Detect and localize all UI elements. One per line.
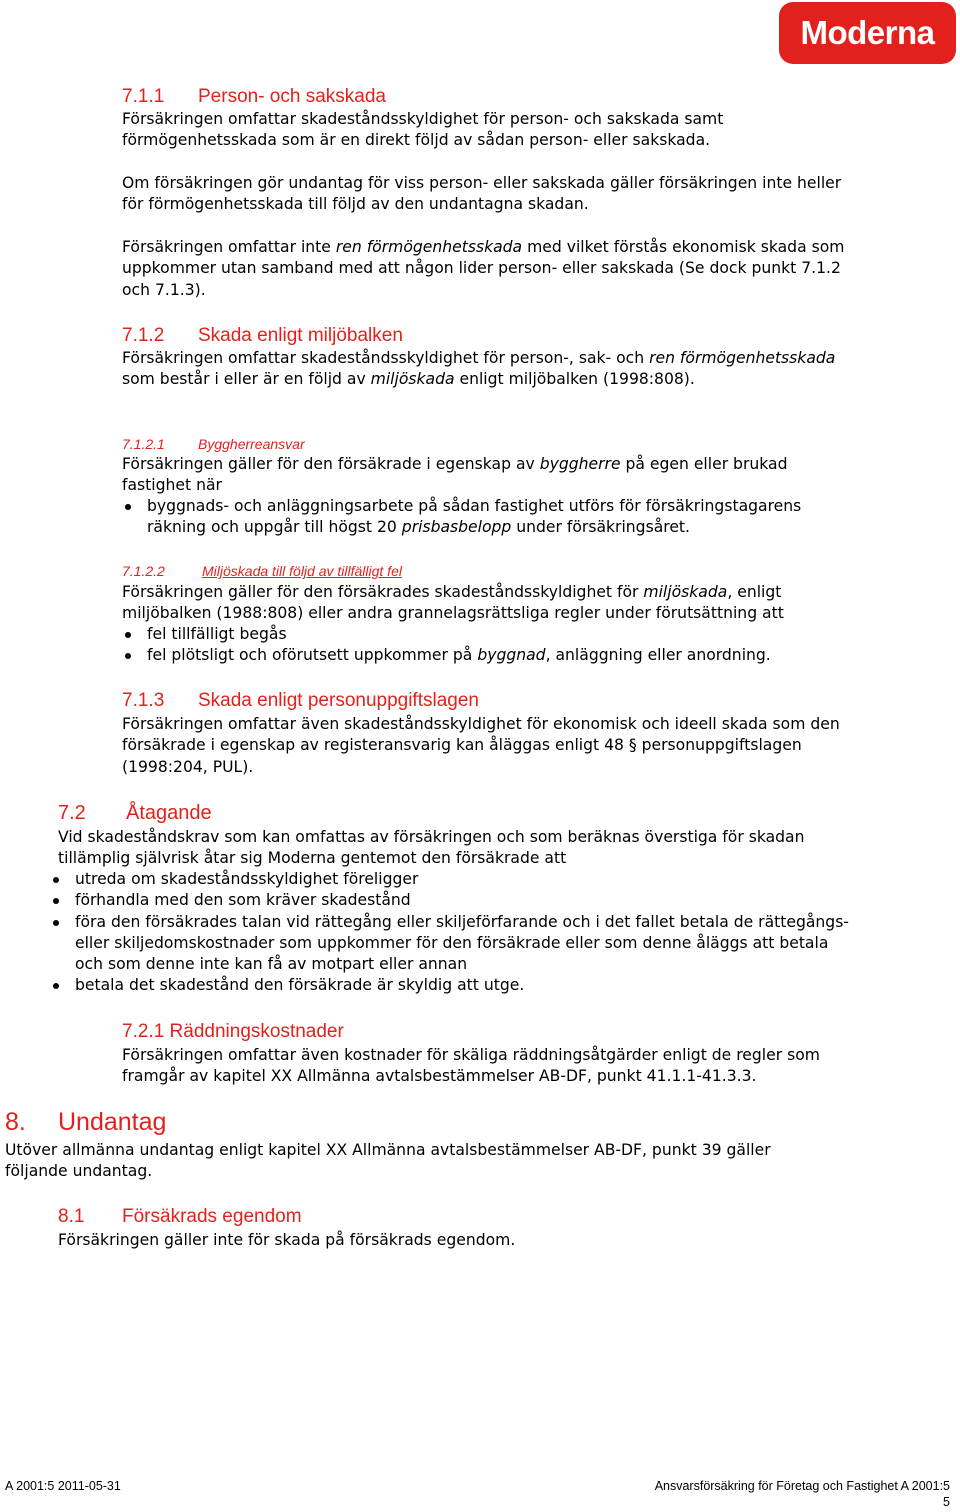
paragraph: Vid skadeståndskrav som kan omfattas av försäkringen och som beräknas överstiga för skadan tillämplig självrisk åtar sig Moderna gentemot den försäkrade att: [58, 828, 805, 868]
text-run: med vilket förstås ekonomisk skada som uppkommer utan samband med att någon lider person- eller sakskada (Se dock punkt 7.1.2 och 7.1.3).: [122, 238, 845, 299]
section-number: 7.1.3: [122, 690, 165, 711]
list-item: föra den försäkrades talan vid rättegång eller skiljeförfarande och i det fallet betala de rättegångs- eller skiljedomskostnader som uppkommer för den försäkrade eller som denne åläggs att betala och som denne inte kan få av motpart eller annan: [50, 912, 850, 976]
list-item: utreda om skadeståndsskyldighet föreligger: [50, 869, 850, 890]
term-emphasis: ren förmögenhetsskada: [649, 349, 836, 367]
bullet-list: [50, 869, 850, 997]
list-item: [122, 645, 857, 666]
section-title: Åtagande: [126, 802, 212, 824]
list-item: [122, 496, 857, 539]
footer-doc-id: A 2001:5 2011-05-31: [5, 1479, 121, 1493]
paragraph: [122, 454, 842, 497]
section-number: 8.: [5, 1108, 26, 1136]
text-run: , anläggning eller anordning.: [545, 646, 771, 665]
heading-7-1-1: [122, 86, 386, 108]
text-run: under försäkringsåret.: [511, 518, 690, 537]
term-emphasis: miljöskada: [370, 370, 455, 389]
heading-7-1-2-2: [122, 563, 402, 579]
section-title: Byggherreansvar: [198, 436, 305, 452]
term-emphasis: ren förmögenhetsskada: [335, 238, 523, 256]
section-title: Miljöskada till följd av tillfälligt fel: [202, 563, 402, 579]
heading-7-1-3: [122, 690, 479, 712]
list-item: [122, 624, 857, 645]
paragraph: Försäkringen omfattar även skadeståndsskyldighet för ekonomisk och ideell skada som den försäkrade i egenskap av registeransvarig kan åläggas enligt 48 § personuppgiftslagen (1998:204, PUL).: [122, 715, 840, 776]
text-run: som består i eller är en följd av: [122, 370, 371, 389]
page-number: 5: [943, 1495, 950, 1509]
section-title: Försäkrads egendom: [122, 1206, 302, 1227]
bullet-list: [122, 624, 857, 667]
text-run: enligt miljöbalken (1998:808).: [454, 370, 695, 389]
term-emphasis: byggherre: [539, 455, 621, 473]
heading-7-2-1: 7.2.1 Räddningskostnader: [122, 1021, 344, 1042]
paragraph: Försäkringen omfattar skadeståndsskyldighet för person- och sakskada samt förmögenhetsskada som är en direkt följd av sådan person- eller sakskada.: [122, 110, 724, 150]
paragraph: [122, 582, 852, 625]
text-run: Försäkringen omfattar inte: [122, 238, 336, 256]
section-number: 7.2: [58, 802, 86, 824]
footer-title: Ansvarsförsäkring för Företag och Fastighet A 2001:5: [654, 1479, 950, 1493]
heading-8-1: [58, 1206, 302, 1228]
paragraph: [122, 348, 842, 391]
text-run: , enligt miljöbalken (1988:808) eller andra grannelagsrättsliga regler under förutsättning att: [122, 583, 784, 623]
heading-7-1-2-1: [122, 436, 305, 452]
text-run: Försäkringen gäller för den försäkrade i egenskap av: [122, 455, 540, 473]
section-title: Undantag: [58, 1108, 167, 1136]
term-emphasis: miljöskada: [643, 583, 728, 601]
text-run: fel tillfälligt begås: [147, 625, 287, 643]
section-title: Skada enligt miljöbalken: [198, 325, 403, 346]
section-number: 7.1.1: [122, 86, 165, 107]
text-run: byggnads- och anläggningsarbete på sådan fastighet utförs för försäkringstagarens räkning och uppgår till högst 20: [147, 497, 802, 537]
section-title: Person- och sakskada: [198, 86, 386, 107]
text-run: fel plötsligt och oförutsett uppkommer på: [147, 646, 478, 665]
paragraph: Om försäkringen gör undantag för viss person- eller sakskada gäller försäkringen inte heller för förmögenhetsskada till följd av den undantagna skadan.: [122, 174, 842, 214]
text-run: på egen eller brukad fastighet när: [122, 455, 788, 495]
term-emphasis: prisbasbelopp: [401, 518, 512, 537]
text-run: Försäkringen gäller för den försäkrades skadeståndsskyldighet för: [122, 583, 644, 601]
paragraph: [122, 237, 867, 301]
term-emphasis: byggnad: [477, 646, 546, 665]
section-title: Skada enligt personuppgiftslagen: [198, 690, 479, 711]
paragraph: Försäkringen gäller inte för skada på försäkrads egendom.: [58, 1231, 516, 1249]
heading-8: [5, 1108, 166, 1137]
list-item: betala det skadestånd den försäkrade är skyldig att utge.: [50, 975, 850, 996]
section-number: 7.1.2: [122, 325, 165, 346]
bullet-list: [122, 496, 857, 539]
paragraph: Försäkringen omfattar även kostnader för skäliga räddningsåtgärder enligt de regler som framgår av kapitel XX Allmänna avtalsbestämmelser AB-DF, punkt 41.1.1-41.3.3.: [122, 1046, 820, 1086]
logo-text: Moderna: [800, 14, 935, 51]
heading-7-2: [58, 802, 212, 825]
paragraph: Utöver allmänna undantag enligt kapitel XX Allmänna avtalsbestämmelser AB-DF, punkt 39 gäller följande undantag.: [5, 1141, 771, 1181]
moderna-logo: [779, 2, 956, 64]
section-number: 7.1.2.1: [122, 436, 165, 452]
list-item: förhandla med den som kräver skadestånd: [50, 890, 850, 911]
section-number: 8.1: [58, 1206, 85, 1227]
text-run: Försäkringen omfattar skadeståndsskyldighet för person-, sak- och: [122, 349, 650, 367]
heading-7-1-2: [122, 325, 403, 347]
section-number: 7.1.2.2: [122, 563, 165, 579]
